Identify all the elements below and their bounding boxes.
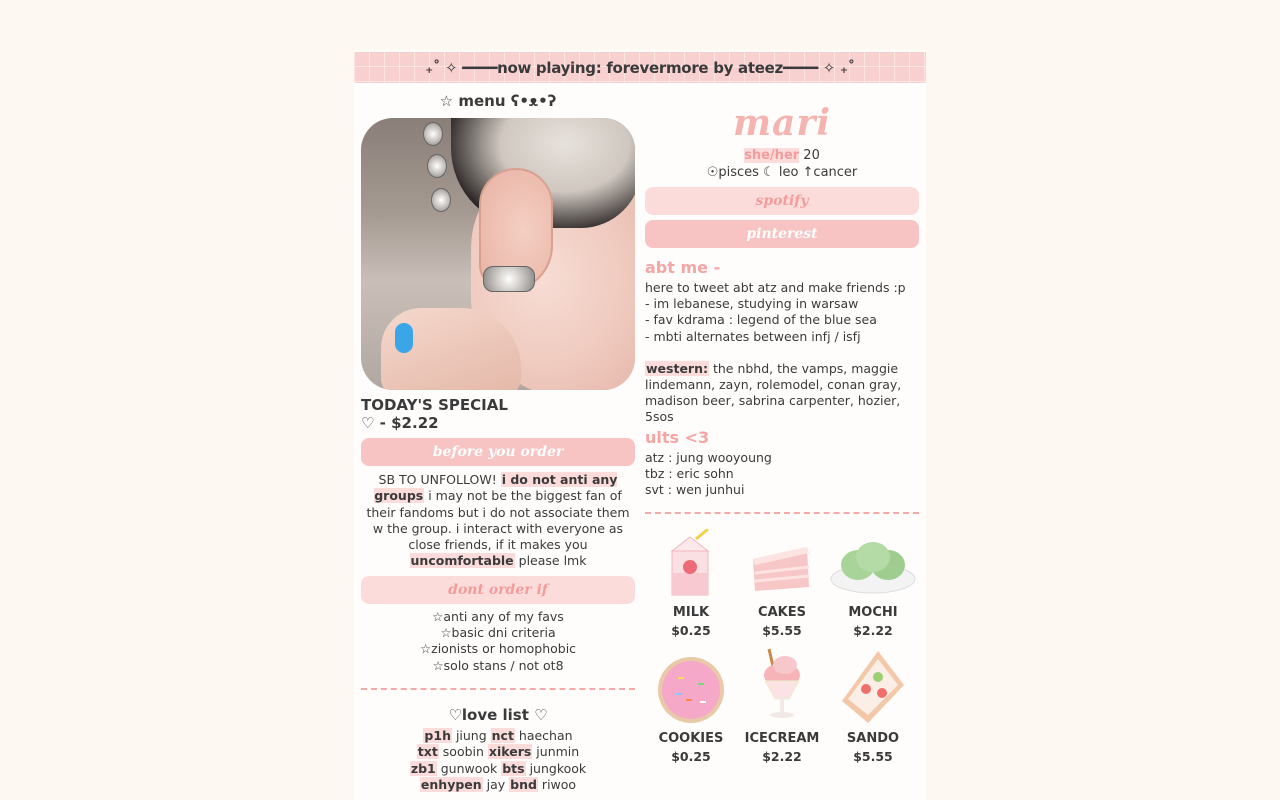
about-text: here to tweet abt atz and make friends :p - im lebanese, studying in warsaw - fav kdrama : legend of the blue sea - mbti alternates between infj / isfj western: the nbhd, the vamps, maggie lindemann, zayn, rolemodel, conan gray, madison beer, sabrina carpenter, hozier, 5sos	[645, 280, 919, 426]
pronouns: she/her	[744, 148, 800, 163]
cake-slice-icon	[747, 529, 817, 599]
love-list-row: p1h jiung nct haechan	[424, 727, 573, 743]
food-item[interactable]: MILK $0.25	[645, 529, 737, 639]
zodiac-signs: ☉pisces ☾ leo ↑cancer	[706, 165, 858, 180]
now-playing-banner: ₊˚ ✧ ━━━━now playing: forevermore by ateez━━━━ ✧ ₊˚	[354, 52, 926, 83]
mochi-icon	[838, 529, 908, 599]
todays-special-title: TODAY'S SPECIAL	[361, 396, 508, 414]
dont-order-list	[361, 609, 635, 674]
sundae-icon	[747, 655, 817, 725]
carrd-page	[354, 50, 926, 800]
right-column	[645, 102, 919, 764]
fruit-sando-icon	[838, 655, 908, 725]
age: 20	[799, 148, 820, 163]
dont-order-item: ☆zionists or homophobic	[419, 641, 577, 657]
food-item[interactable]: MOCHI $2.22	[827, 529, 919, 639]
before-you-order-text: SB TO UNFOLLOW! i do not anti any groups i may not be the biggest fan of their fandoms but i do not associate them w the group. i interact with everyone as close friends, if it makes you uncomfortable please lmk	[366, 472, 630, 569]
food-item[interactable]: SANDO $5.55	[827, 655, 919, 765]
about-title: abt me -	[645, 258, 721, 277]
pronouns-age	[645, 147, 919, 164]
dont-order-item: ☆solo stans / not ot8	[432, 657, 564, 673]
dont-order-item: ☆anti any of my favs	[432, 608, 564, 624]
divider	[645, 512, 919, 514]
food-item[interactable]: COOKIES $0.25	[645, 655, 737, 765]
love-list	[361, 728, 635, 793]
highlight-uncomfortable: uncomfortable	[410, 553, 514, 569]
love-list-row: enhypen jay bnd riwoo	[420, 776, 577, 792]
western-artists: western: the nbhd, the vamps, maggie lindemann, zayn, rolemodel, conan gray, madison beer, sabrina carpenter, hozier, 5sos	[645, 360, 902, 425]
love-list-row: zb1 gunwook bts jungkook	[410, 760, 587, 776]
profile-photo	[361, 118, 635, 390]
dont-order-item: ☆basic dni criteria	[440, 625, 556, 641]
cookie-icon	[656, 655, 726, 725]
food-item[interactable]: ICECREAM $2.22	[736, 655, 828, 765]
love-list-title: ♡love list ♡	[448, 705, 548, 724]
spotify-button[interactable]: spotify	[645, 187, 919, 215]
ults-list: atz : jung wooyoung tbz : eric sohn svt : wen junhui	[645, 449, 772, 498]
pinterest-button[interactable]: pinterest	[645, 220, 919, 248]
dont-order-if-button[interactable]: dont order if	[361, 576, 635, 604]
before-you-order-button[interactable]: before you order	[361, 438, 635, 466]
ults-title: ults <3	[645, 427, 710, 447]
strawberry-milk-icon	[656, 529, 726, 599]
left-column	[361, 90, 635, 793]
highlight-no-anti: i do not anti any groups	[374, 472, 618, 504]
menu-title: ☆ menu ʕ•ᴥ•ʔ	[439, 92, 557, 110]
love-list-row: txt soobin xikers junmin	[417, 744, 580, 760]
profile-name: mari	[732, 102, 832, 144]
food-item[interactable]: CAKES $5.55	[736, 529, 828, 639]
divider	[361, 688, 635, 690]
todays-special-price: ♡ - $2.22	[361, 414, 439, 432]
